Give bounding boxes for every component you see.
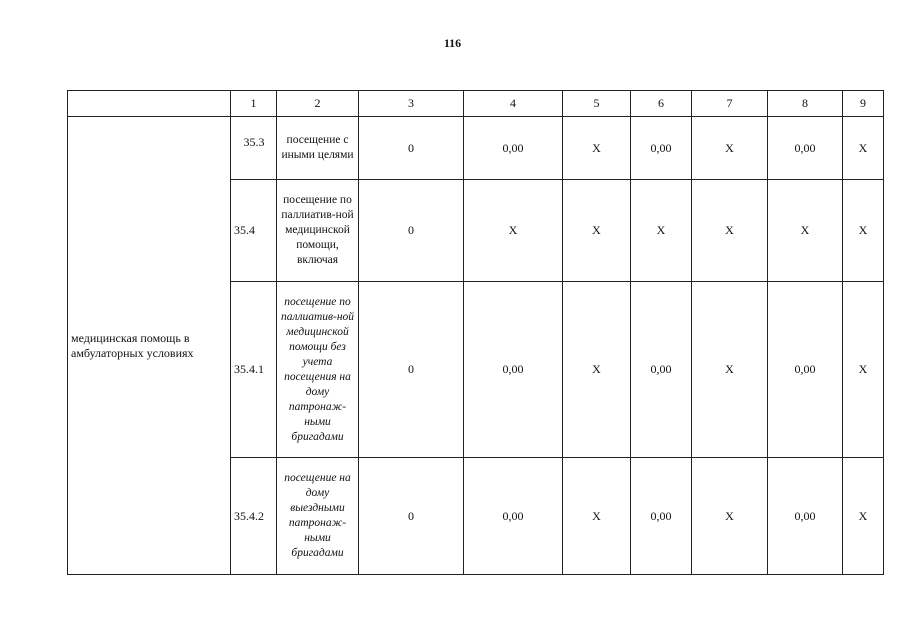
cell-3: 0 [359,180,464,282]
cell-3: 0 [359,458,464,575]
cell-6: X [631,180,692,282]
cell-5: X [563,117,631,180]
header-row [68,91,884,117]
cell-7: X [692,117,768,180]
header-cell: 3 [359,91,464,117]
page-number: 116 [443,36,462,50]
cell-9: X [843,180,884,282]
cell-6: 0,00 [631,117,692,180]
cell-4: 0,00 [464,282,563,458]
row-description: посещение по паллиатив-ной медицинской помощи, включая [277,180,359,282]
cell-8: X [768,180,843,282]
cell-9: X [843,282,884,458]
cell-8: 0,00 [768,117,843,180]
header-cell [68,91,231,117]
cell-3: 0 [359,117,464,180]
cell-6: 0,00 [631,282,692,458]
header-cell: 1 [231,91,277,117]
cell-6: 0,00 [631,458,692,575]
header-cell: 9 [843,91,884,117]
cell-3: 0 [359,282,464,458]
cell-9: X [843,458,884,575]
row-number: 35.4.2 [231,458,277,575]
cell-7: X [692,282,768,458]
header-cell: 5 [563,91,631,117]
row-number: 35.4.1 [231,282,277,458]
cell-8: 0,00 [768,282,843,458]
header-cell: 7 [692,91,768,117]
row-description: посещение на дому выездными патронаж-ными бригадами [277,458,359,575]
cell-4: 0,00 [464,117,563,180]
header-cell: 2 [277,91,359,117]
header-cell: 6 [631,91,692,117]
row-description: посещение по паллиатив-ной медицинской помощи без учета посещения на дому патронаж-ными бригадами [277,282,359,458]
table-row [68,117,884,180]
row-number: 35.3 [231,117,277,180]
cell-7: X [692,180,768,282]
cell-5: X [563,282,631,458]
cell-5: X [563,458,631,575]
header-cell: 4 [464,91,563,117]
cell-7: X [692,458,768,575]
header-cell: 8 [768,91,843,117]
cell-9: X [843,117,884,180]
cell-5: X [563,180,631,282]
cell-8: 0,00 [768,458,843,575]
section-label: медицинская помощь в амбулаторных условиях [68,117,231,575]
row-number: 35.4 [231,180,277,282]
cell-4: 0,00 [464,458,563,575]
cell-4: X [464,180,563,282]
data-table [67,90,884,575]
row-description: посещение с иными целями [277,117,359,180]
